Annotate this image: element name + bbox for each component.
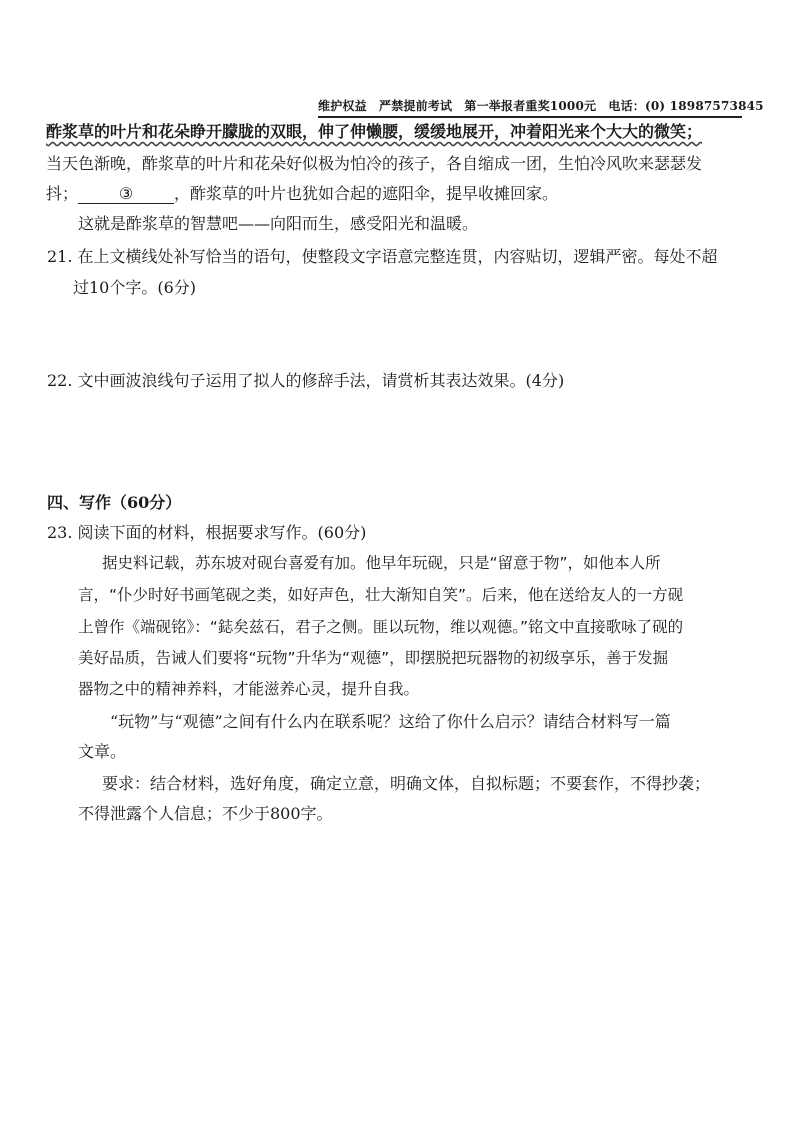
question-23: 23. 阅读下面的材料，根据要求写作。(60分): [47, 523, 367, 542]
question-21-line-1: 21. 在上文横线处补写恰当的语句，使整段文字语意完整连贯，内容贴切，逻辑严密。每处不超: [47, 247, 718, 266]
question-22: 22. 文中画波浪线句子运用了拟人的修辞手法，请赏析其表达效果。(4分): [47, 371, 565, 390]
question-21-line-2: 过10个字。(6分): [73, 278, 197, 297]
prompt-line-1: “玩物”与“观德”之间有什么内在联系呢？这给了你什么启示？请结合材料写一篇: [110, 712, 671, 731]
section-4-title: 四、写作（60分）: [47, 493, 182, 512]
material-line-2: 言，“仆少时好书画笔砚之类，如好声色，壮大渐知自笑”。后来，他在送给友人的一方砚: [78, 586, 684, 604]
passage-line-3-end: ，酢浆草的叶片也犹如合起的遮阳伞，提早收摊回家。: [174, 184, 559, 203]
material-line-1: 据史料记载，苏东坡对砚台喜爱有加。他早年玩砚，只是“留意于物”，如他本人所: [102, 554, 661, 572]
passage-line-3-start: 抖；: [46, 184, 79, 203]
fill-in-blank-3: ③: [78, 185, 174, 204]
passage-line-2: 当天色渐晚，酢浆草的叶片和花朵好似极为怕冷的孩子，各自缩成一团，生怕冷风吹来瑟瑟发: [46, 154, 703, 173]
passage-line-1-wavy: 酢浆草的叶片和花朵睁开朦胧的双眼，伸了伸懒腰，缓缓地展开，冲着阳光来个大大的微笑；: [46, 122, 703, 141]
passage-line-4: 这就是酢浆草的智慧吧——向阳而生，感受阳光和温暖。: [78, 214, 479, 233]
material-line-4: 美好品质，告诫人们要将“玩物”升华为“观德”，即摆脱把玩器物的初级享乐，善于发掘: [78, 649, 669, 667]
requirements-line-1: 要求：结合材料，选好角度，确定立意，明确文体，自拟标题；不要套作，不得抄袭；: [102, 774, 711, 793]
anti-cheating-header: 维护权益 严禁提前考试 第一举报者重奖1000元 电话：(0) 18987573845: [318, 99, 764, 113]
material-line-3: 上曾作《端砚铭》：“鋕矣兹石，君子之侧。匪以玩物，维以观德。”铭文中直接歌咏了砚的: [78, 618, 684, 636]
material-line-5: 器物之中的精神养料，才能滋养心灵，提升自我。: [78, 680, 420, 698]
requirements-line-2: 不得泄露个人信息；不少于800字。: [78, 804, 333, 823]
prompt-line-2: 文章。: [78, 742, 127, 761]
header-rule: [318, 116, 742, 118]
passage-line-3: [46, 183, 558, 205]
